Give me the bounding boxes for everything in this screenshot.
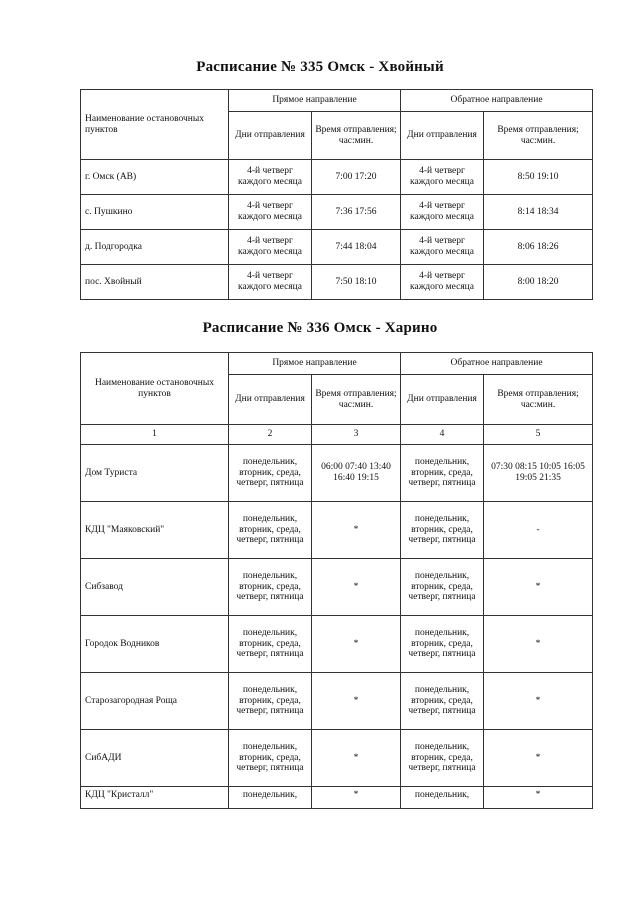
forward-direction-header: Прямое направление: [229, 353, 401, 375]
days-header: Дни отправления: [401, 375, 484, 425]
reverse-direction-header: Обратное направление: [401, 90, 593, 112]
schedule-335-title: Расписание № 335 Омск - Хвойный: [196, 59, 444, 75]
stop-name: КДЦ "Кристалл": [81, 787, 229, 809]
time-cell: 07:30 08:15 10:05 16:05 19:05 21:35: [484, 445, 593, 502]
time-cell: 7:00 17:20: [312, 160, 401, 195]
column-number: 1: [81, 425, 229, 445]
stop-name-header: Наименование остановочных пунктов: [81, 353, 229, 425]
time-cell: 8:00 18:20: [484, 265, 593, 300]
time-header: Время отправления; час:мин.: [484, 112, 593, 160]
days-cell: понедельник, вторник, среда, четверг, пятница: [229, 559, 312, 616]
stop-name: СибАДИ: [81, 730, 229, 787]
stop-name: КДЦ "Маяковский": [81, 502, 229, 559]
time-header: Время отправления; час:мин.: [484, 375, 593, 425]
days-cell: 4-й четверг каждого месяца: [401, 160, 484, 195]
days-cell: 4-й четверг каждого месяца: [401, 265, 484, 300]
time-cell: 7:50 18:10: [312, 265, 401, 300]
time-cell: *: [484, 616, 593, 673]
table-row: [81, 673, 593, 730]
time-cell: 8:50 19:10: [484, 160, 593, 195]
days-cell: понедельник, вторник, среда, четверг, пятница: [229, 616, 312, 673]
days-cell: 4-й четверг каждого месяца: [229, 160, 312, 195]
table-row: [81, 445, 593, 502]
stop-name-header: Наименование остановочных пунктов: [81, 90, 229, 160]
days-header: Дни отправления: [401, 112, 484, 160]
stop-name: Сибзавод: [81, 559, 229, 616]
time-cell: *: [484, 787, 593, 809]
days-cell: понедельник,: [401, 787, 484, 809]
time-cell: 7:36 17:56: [312, 195, 401, 230]
days-cell: понедельник, вторник, среда, четверг, пятница: [401, 445, 484, 502]
table-row: [81, 787, 593, 809]
time-cell: *: [312, 730, 401, 787]
days-cell: понедельник,: [229, 787, 312, 809]
time-cell: *: [484, 673, 593, 730]
time-cell: 8:14 18:34: [484, 195, 593, 230]
time-cell: *: [484, 559, 593, 616]
time-cell: *: [312, 502, 401, 559]
days-cell: понедельник, вторник, среда, четверг, пятница: [401, 502, 484, 559]
time-cell: *: [312, 559, 401, 616]
column-number: 2: [229, 425, 312, 445]
column-number: 4: [401, 425, 484, 445]
table-row: [81, 616, 593, 673]
stop-name: Городок Водников: [81, 616, 229, 673]
table-row: [81, 195, 593, 230]
table-row: [81, 230, 593, 265]
stop-name: Дом Туриста: [81, 445, 229, 502]
column-number: 3: [312, 425, 401, 445]
days-header: Дни отправления: [229, 112, 312, 160]
days-cell: 4-й четверг каждого месяца: [229, 195, 312, 230]
forward-direction-header: Прямое направление: [229, 90, 401, 112]
table-row: [81, 265, 593, 300]
time-cell: 8:06 18:26: [484, 230, 593, 265]
stop-name: пос. Хвойный: [81, 265, 229, 300]
time-cell: *: [484, 730, 593, 787]
days-cell: понедельник, вторник, среда, четверг, пятница: [229, 673, 312, 730]
time-header: Время отправления; час:мин.: [312, 112, 401, 160]
time-cell: *: [312, 787, 401, 809]
time-cell: 06:00 07:40 13:40 16:40 19:15: [312, 445, 401, 502]
time-cell: 7:44 18:04: [312, 230, 401, 265]
days-cell: понедельник, вторник, среда, четверг, пятница: [401, 730, 484, 787]
column-number: 5: [484, 425, 593, 445]
stop-name: Старозагородная Роща: [81, 673, 229, 730]
days-cell: понедельник, вторник, среда, четверг, пятница: [401, 673, 484, 730]
table-row: [81, 730, 593, 787]
days-cell: 4-й четверг каждого месяца: [401, 195, 484, 230]
table-row: [81, 160, 593, 195]
days-cell: 4-й четверг каждого месяца: [401, 230, 484, 265]
time-header: Время отправления; час:мин.: [312, 375, 401, 425]
stop-name: с. Пушкино: [81, 195, 229, 230]
reverse-direction-header: Обратное направление: [401, 353, 593, 375]
days-cell: 4-й четверг каждого месяца: [229, 230, 312, 265]
days-cell: понедельник, вторник, среда, четверг, пятница: [401, 616, 484, 673]
stop-name: д. Подгородка: [81, 230, 229, 265]
schedule-336-title: Расписание № 336 Омск - Харино: [202, 320, 438, 336]
time-cell: *: [312, 616, 401, 673]
schedule-336-table: [80, 352, 593, 809]
days-cell: понедельник, вторник, среда, четверг, пятница: [229, 445, 312, 502]
days-cell: понедельник, вторник, среда, четверг, пятница: [229, 730, 312, 787]
days-cell: 4-й четверг каждого месяца: [229, 265, 312, 300]
stop-name: г. Омск (АВ): [81, 160, 229, 195]
days-cell: понедельник, вторник, среда, четверг, пятница: [229, 502, 312, 559]
schedule-335-table: [80, 89, 593, 300]
time-cell: -: [484, 502, 593, 559]
table-row: [81, 502, 593, 559]
days-header: Дни отправления: [229, 375, 312, 425]
table-row: [81, 559, 593, 616]
days-cell: понедельник, вторник, среда, четверг, пятница: [401, 559, 484, 616]
time-cell: *: [312, 673, 401, 730]
